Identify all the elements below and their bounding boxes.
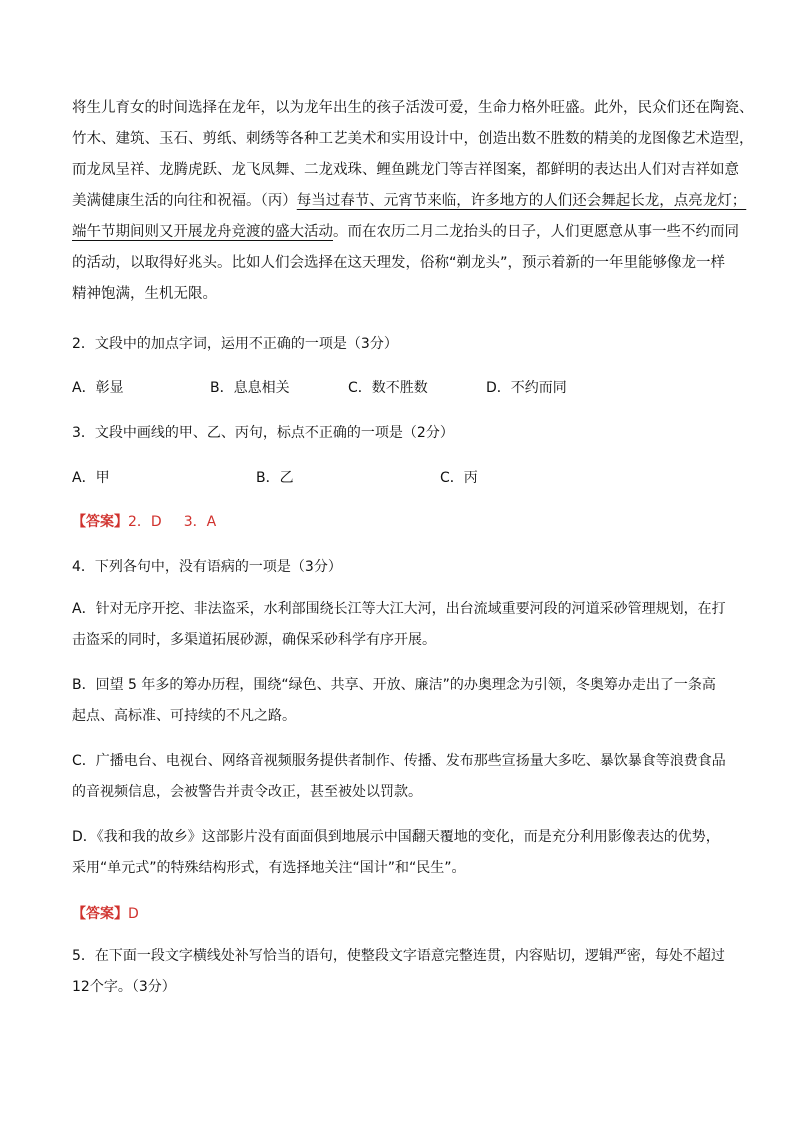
passage-line [72,217,739,248]
q4-option-b [72,670,732,732]
option-line: 的音视频信息，会被警告并责令改正，甚至被处以罚款。 [72,784,422,800]
answer-label: 【答案】 [72,906,128,922]
q4-option-c [72,746,732,808]
q4-option-d [72,822,732,884]
passage [72,93,754,310]
underlined-sentence-bing-cont: 端午节期间则又开展龙舟竞渡的盛大活动 [72,224,333,240]
passage-line: 精神饱满，生机无限。 [72,286,217,302]
option-line: B．回望 5 年多的筹办历程，围绕“绿色、共享、开放、廉洁”的办奥理念为引领，冬奥筹办走出了一条高 [72,677,716,693]
underlined-sentence-bing: 每当过春节、元宵节来临，许多地方的人们还会舞起长龙，点亮龙灯； [296,193,747,209]
q2-option-c: C．数不胜数 [348,380,428,396]
answer-value: 2．D [128,514,162,530]
passage-line: 而龙凤呈祥、龙腾虎跃、龙飞凤舞、二龙戏珠、鲤鱼跳龙门等吉祥图案，都鲜明的表达出人们对吉祥如意 [72,162,739,178]
question-line: 12个字。（3分） [72,979,176,995]
passage-line: 的活动，以取得好兆头。比如人们会选择在这天理发，俗称“剃龙头”，预示着新的一年里能够像龙一样 [72,255,726,271]
q3-option-a: A．甲 [72,470,110,486]
q2-option-a: A．彰显 [72,380,124,396]
q2-option-d: D．不约而同 [486,380,567,396]
passage-line: 将生儿育女的时间选择在龙年，以为龙年出生的孩子活泼可爱，生命力格外旺盛。此外，民众们还在陶瓷、 [72,100,754,116]
option-line: 采用“单元式”的特殊结构形式，有选择地关注“国计”和“民生”。 [72,860,466,876]
option-line: 起点、高标准、可持续的不凡之路。 [72,708,296,724]
q3-option-c: C．丙 [440,470,478,486]
passage-line: 竹木、建筑、玉石、剪纸、刺绣等各种工艺美术和实用设计中，创造出数不胜数的精美的龙图像艺术造型， [72,131,754,147]
option-line: D．《我和我的故乡》这部影片没有面面俱到地展示中国翻天覆地的变化，而是充分利用影像表达的优势， [72,829,720,845]
option-line: C．广播电台、电视台、网络音视频服务提供者制作、传播、发布那些宣扬量大多吃、暴饮暴食等浪费食品 [72,753,726,769]
passage-line [72,186,747,217]
q3-option-b: B．乙 [256,470,294,486]
question-4-stem: 4．下列各句中，没有语病的一项是（3分） [72,559,342,575]
answer-block-2 [72,903,139,923]
question-line: 5．在下面一段文字横线处补写恰当的语句，使整段文字语意完整连贯，内容贴切，逻辑严密，每处不超过 [72,948,725,964]
answer-value: D [128,906,139,922]
q2-option-b: B．息息相关 [210,380,290,396]
question-5-stem [72,941,732,1003]
passage-text: 。而在农历二月二龙抬头的日子，人们更愿意从事一些不约而同 [333,224,739,240]
question-2-stem: 2．文段中的加点字词，运用不正确的一项是（3分） [72,336,398,352]
question-3-stem: 3．文段中画线的甲、乙、丙句，标点不正确的一项是（2分） [72,425,454,441]
answer-label: 【答案】 [72,514,128,530]
answer-block-1 [72,511,216,531]
passage-text: 美满健康生活的向往和祝福。（丙） [72,193,297,209]
answer-value: 3．A [183,514,217,530]
option-line: 击盗采的同时，多渠道拓展砂源，确保采砂科学有序开展。 [72,632,436,648]
option-line: A．针对无序开挖、非法盗采，水利部围绕长江等大江大河，出台流域重要河段的河道采砂管理规划，在打 [72,601,726,617]
q4-option-a [72,594,732,656]
